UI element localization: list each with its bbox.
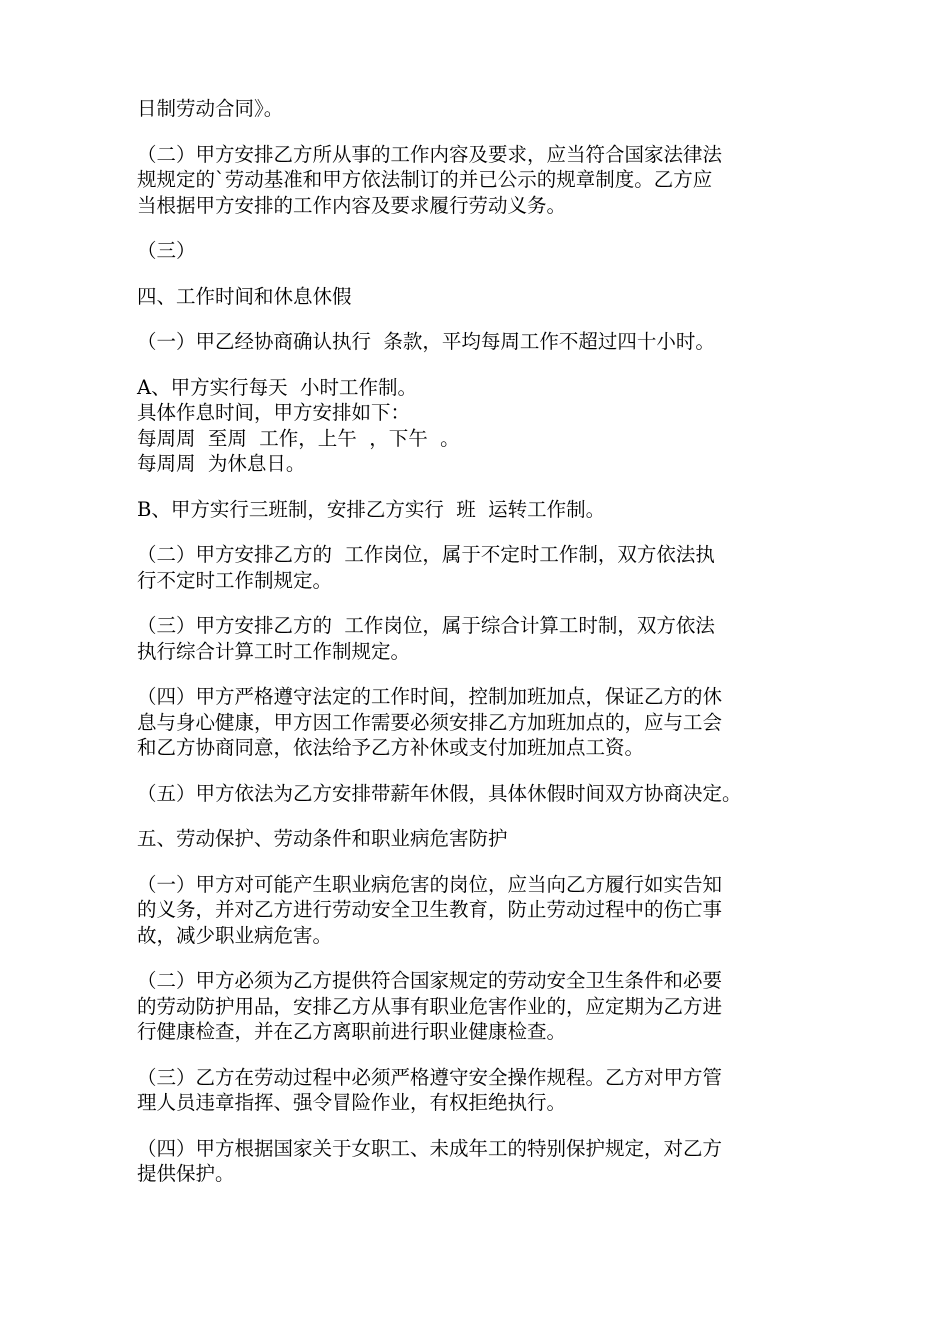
paragraph: A、甲方实行每天 小时工作制。 具体作息时间，甲方安排如下： 每周周 至周 工作，上午 ，下午 。 每周周 为休息日。	[137, 375, 460, 475]
paragraph: 日制劳动合同》。	[137, 97, 284, 120]
paragraph: （四）甲方根据国家关于女职工、未成年工的特别保护规定，对乙方 提供保护。	[137, 1136, 723, 1185]
paragraph: （三）甲方安排乙方的 工作岗位，属于综合计算工时制，双方依法 执行综合计算工时工作制规定。	[137, 614, 715, 663]
paragraph: （三）乙方在劳动过程中必须严格遵守安全操作规程。乙方对甲方管 理人员违章指挥、强令冒险作业，有权拒绝执行。	[137, 1065, 723, 1114]
section-heading: 五、劳动保护、劳动条件和职业病危害防护	[137, 827, 508, 850]
section-heading: 四、工作时间和休息休假	[137, 284, 352, 308]
paragraph: B、甲方实行三班制，安排乙方实行 班 运转工作制。	[137, 497, 606, 521]
paragraph: （二）甲方必须为乙方提供符合国家规定的劳动安全卫生条件和必要 的劳动防护用品，安排乙方从事有职业危害作业的，应定期为乙方进 行健康检查，并在乙方离职前进行职业健康检查。	[137, 969, 723, 1043]
paragraph: （四）甲方严格遵守法定的工作时间，控制加班加点，保证乙方的休 息与身心健康，甲方因工作需要必须安排乙方加班加点的，应与工会 和乙方协商同意，依法给予乙方补休或支付加班加点工资。	[137, 685, 723, 759]
paragraph: （二）甲方安排乙方所从事的工作内容及要求，应当符合国家法律法 规规定的`劳动基准和甲方依法制订的并已公示的规章制度。乙方应 当根据甲方安排的工作内容及要求履行劳动义务。	[137, 142, 723, 217]
paragraph: （五）甲方依法为乙方安排带薪年休假，具体休假时间双方协商决定。	[137, 781, 742, 805]
paragraph: （一）甲方对可能产生职业病危害的岗位，应当向乙方履行如实告知 的义务，并对乙方进行劳动安全卫生教育，防止劳动过程中的伤亡事 故，减少职业病危害。	[137, 872, 723, 947]
paragraph: （二）甲方安排乙方的 工作岗位，属于不定时工作制，双方依法执 行不定时工作制规定。	[137, 543, 715, 592]
paragraph: （一）甲乙经协商确认执行 条款，平均每周工作不超过四十小时。	[137, 330, 715, 353]
paragraph: （三）	[137, 239, 196, 262]
document-page	[137, 96, 827, 1207]
